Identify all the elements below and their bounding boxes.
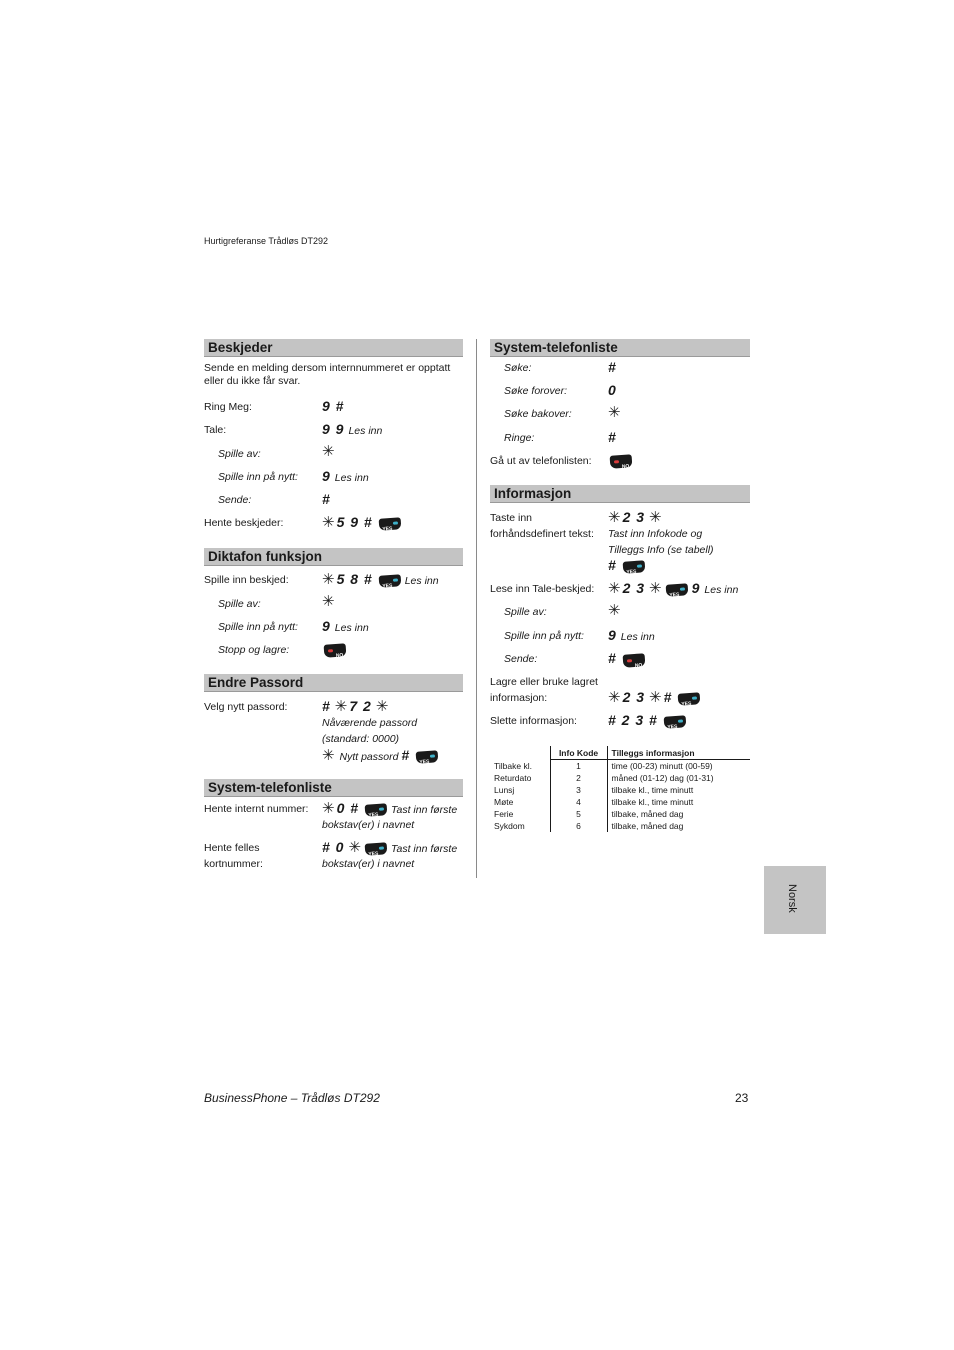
info-table-header: Info Kode: [550, 746, 607, 760]
language-side-tab: [764, 866, 826, 934]
spille-inn-label: Spille inn på nytt:: [218, 471, 298, 483]
taste-inn-note2: Tilleggs Info (se tabell): [608, 544, 714, 556]
star-key-icon: ✳: [649, 580, 662, 597]
page-number: 23: [735, 1091, 749, 1105]
soke-bakover-value: [608, 405, 623, 422]
table-cell: time (00-23) minutt (00-59): [611, 761, 713, 771]
ring-meg-value: 9 #: [322, 398, 345, 414]
hente-felles-label-2: kortnummer:: [204, 858, 263, 870]
spille-av-value: [322, 444, 337, 461]
ringe-label: Ringe:: [504, 432, 535, 444]
diktafon-spille-inn-label: Spille inn beskjed:: [204, 574, 289, 586]
stopp-lagre-value: [322, 642, 348, 658]
info-table-header-row: [490, 746, 750, 760]
star-key-icon: ✳: [322, 800, 335, 817]
star-key-icon: ✳: [322, 514, 335, 531]
table-cell: Sykdom: [494, 821, 525, 831]
taste-inn-confirm: #YES: [608, 557, 649, 575]
star-key-icon: ✳: [322, 443, 335, 460]
ga-ut-value: [608, 453, 634, 469]
beskjeder-description: Sende en melding dersom internnummeret er opptatt eller du ikke får svar.: [204, 362, 451, 387]
yes-key-icon: [378, 574, 401, 588]
sende-value: #: [322, 491, 331, 507]
slette-value: # 2 3 #YES: [608, 712, 690, 730]
lagre-label: Lagre eller bruke lagret: [490, 676, 598, 688]
table-cell: 4: [550, 796, 607, 808]
info-table-header: [490, 746, 550, 760]
info-code-table: [490, 746, 750, 832]
table-row: [490, 772, 750, 784]
star-key-icon: ✳: [608, 689, 621, 706]
table-cell: tilbake kl., time minutt: [611, 785, 694, 795]
star-key-icon: ✳: [348, 839, 362, 856]
spille-av-label: Spille av:: [218, 448, 261, 460]
yes-key-icon: [378, 517, 401, 531]
lese-inn-label: Lese inn Tale-beskjed:: [490, 583, 595, 595]
no-key-icon: [610, 454, 633, 469]
table-cell: tilbake kl., time minutt: [611, 797, 694, 807]
table-cell: måned (01-12) dag (01-31): [611, 773, 714, 783]
info-spille-av-value: [608, 603, 623, 620]
language-side-tab-label: Norsk: [786, 884, 798, 913]
star-key-icon: ✳: [649, 689, 662, 706]
star-key-icon: ✳: [649, 509, 662, 526]
no-key-icon: [324, 643, 347, 658]
diktafon-spille-nytt-value: 9 Les inn: [322, 618, 369, 634]
diktafon-spille-nytt-label: Spille inn på nytt:: [218, 621, 298, 633]
table-cell: Returdato: [494, 773, 532, 783]
yes-key-icon: [665, 583, 688, 597]
table-row: [490, 796, 750, 808]
ga-ut-label: Gå ut av telefonlisten:: [490, 455, 592, 467]
yes-key-icon: [663, 715, 686, 729]
yes-key-icon: [622, 560, 645, 574]
ring-meg-label: Ring Meg:: [204, 401, 252, 413]
star-key-icon: ✳: [375, 698, 389, 715]
lese-inn-value: ✳ 2 3 ✳YES 9 Les inn: [608, 580, 738, 598]
tale-value: 9 9 Les inn: [322, 421, 383, 437]
no-key-icon: [622, 653, 645, 668]
taste-inn-label-2: forhåndsdefinert tekst:: [490, 528, 594, 540]
stopp-lagre-label: Stopp og lagre:: [218, 644, 290, 656]
table-cell: 1: [550, 760, 607, 773]
star-key-icon: ✳: [608, 404, 621, 421]
star-key-icon: ✳: [322, 571, 335, 588]
tale-label: Tale:: [204, 424, 227, 436]
star-key-icon: ✳: [608, 580, 621, 597]
info-spille-av-label: Spille av:: [504, 606, 547, 618]
hente-intern-label: Hente internt nummer:: [204, 803, 309, 815]
info-table-header: Tilleggs informasjon: [607, 746, 750, 760]
spille-inn-value: 9 Les inn: [322, 468, 369, 484]
section-informasjon-title: Informasjon: [490, 485, 750, 503]
table-cell: 6: [550, 820, 607, 832]
soke-value: #: [608, 359, 617, 375]
taste-inn-note1: Tast inn Infokode og: [608, 528, 703, 540]
velg-passord-value: # ✳ 7 2 ✳: [322, 698, 389, 715]
table-cell: Møte: [494, 797, 514, 807]
star-key-icon: ✳: [608, 602, 621, 619]
section-system-left-title: System-telefonliste: [204, 779, 463, 797]
table-row: [490, 784, 750, 796]
passord-line3: ✳ Nytt passord #YES: [322, 747, 442, 765]
table-cell: 2: [550, 772, 607, 784]
passord-line1: Nåværende passord: [322, 717, 418, 729]
star-key-icon: ✳: [334, 698, 348, 715]
hente-intern-value: ✳ 0 #YES Tast inn første: [322, 800, 457, 818]
star-key-icon: ✳: [608, 509, 621, 526]
section-beskjeder-title: Beskjeder: [204, 339, 463, 357]
table-cell: tilbake, måned dag: [611, 809, 684, 819]
lagre-label-2: informasjon:: [490, 692, 548, 704]
footer-title: BusinessPhone – Trådløs DT292: [204, 1091, 380, 1105]
velg-passord-label: Velg nytt passord:: [204, 701, 288, 713]
yes-key-icon: [678, 692, 701, 706]
info-sende-value: #NO: [608, 650, 647, 668]
table-row: [490, 808, 750, 820]
section-passord-title: Endre Passord: [204, 674, 463, 692]
table-cell: tilbake, måned dag: [611, 821, 684, 831]
hente-felles-note: bokstav(er) i navnet: [322, 858, 415, 870]
table-row: [490, 820, 750, 832]
lagre-value: ✳ 2 3 ✳ #YES: [608, 689, 704, 707]
table-cell: 3: [550, 784, 607, 796]
table-cell: Ferie: [494, 809, 514, 819]
table-cell: Lunsj: [494, 785, 515, 795]
info-sende-label: Sende:: [504, 653, 538, 665]
hente-beskjeder-value: ✳ 5 9 #YES: [322, 514, 405, 532]
diktafon-spille-inn-value: ✳ 5 8 #YES Les inn: [322, 571, 439, 589]
hente-felles-value: # 0 ✳YES Tast inn første: [322, 839, 457, 857]
star-key-icon: ✳: [322, 593, 335, 610]
info-spille-inn-value: 9 Les inn: [608, 627, 655, 643]
diktafon-spille-av-value: [322, 594, 337, 611]
soke-forover-label: Søke forover:: [504, 385, 568, 397]
column-divider: [476, 339, 477, 878]
star-key-icon: ✳: [322, 747, 335, 764]
diktafon-spille-av-label: Spille av:: [218, 598, 261, 610]
hente-felles-label: Hente felles: [204, 842, 260, 854]
table-cell: 5: [550, 808, 607, 820]
hente-intern-note: bokstav(er) i navnet: [322, 819, 415, 831]
soke-bakover-label: Søke bakover:: [504, 408, 572, 420]
table-cell: Tilbake kl.: [494, 760, 532, 771]
yes-key-icon: [365, 803, 388, 817]
ringe-value: #: [608, 429, 617, 445]
taste-inn-label: Taste inn: [490, 512, 533, 524]
running-head: Hurtigreferanse Trådløs DT292: [204, 236, 329, 246]
soke-label: Søke:: [504, 362, 532, 374]
info-spille-inn-label: Spille inn på nytt:: [504, 630, 584, 642]
section-diktafon-title: Diktafon funksjon: [204, 548, 463, 566]
sende-label: Sende:: [218, 494, 252, 506]
hente-beskjeder-label: Hente beskjeder:: [204, 517, 284, 529]
soke-forover-value: 0: [608, 382, 617, 398]
yes-key-icon: [365, 842, 388, 856]
slette-label: Slette informasjon:: [490, 715, 577, 727]
section-system-right-title: System-telefonliste: [490, 339, 750, 357]
table-row: [490, 760, 750, 773]
passord-line2: (standard: 0000): [322, 733, 400, 745]
yes-key-icon: [416, 750, 439, 764]
taste-inn-value: ✳ 2 3 ✳: [608, 509, 662, 526]
